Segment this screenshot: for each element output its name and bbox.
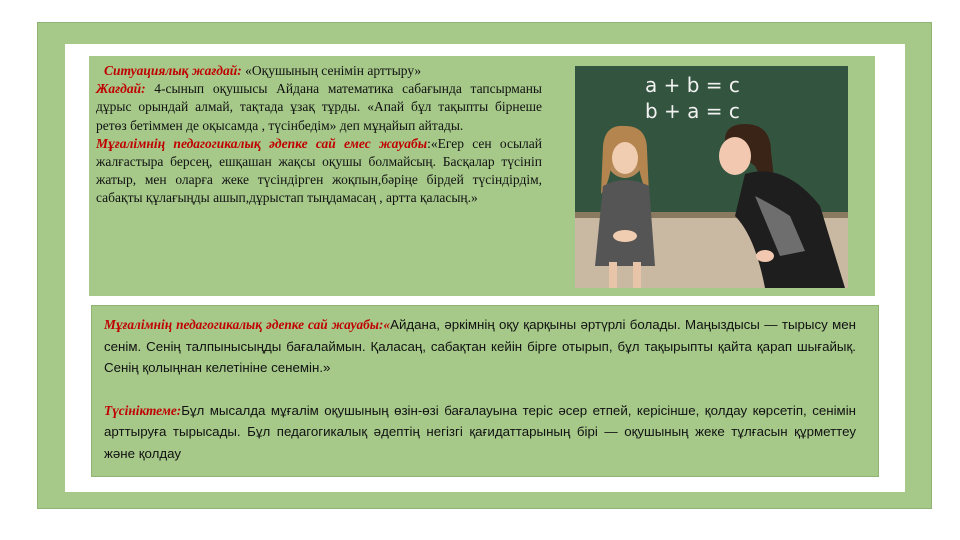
situation-text [96,62,542,208]
board-line-1: a + b = c [645,73,740,97]
case-label: Жағдай: [96,81,146,97]
answer-text [104,314,856,464]
situation-title-text: «Оқушының сенімін арттыру» [241,63,422,78]
situation-title-label: Ситуациялық жағдай: [104,63,242,78]
comment-label: Түсініктеме: [104,402,182,418]
spacer [104,379,856,400]
wrong-answer-label: Мұғалімнің педагогикалық әдепке сай емес жауабы [96,135,428,151]
case-text: 4-сынып оқушысы Айдана математика сабағында тапсырманы дұрыс орындай алмай, тақтада ұзақ тұрды. «Апай бұл тақыпты бірнеше ретөз бетіммен де оқысамда , түсінбедім» деп мұңайып айтады. [96,81,542,133]
board-line-2: b + a = c [645,99,740,123]
classroom-illustration [575,66,848,288]
wrong-answer-text: :«Егер сен осылай жалғастыра берсең, ешқашан жақсы оқушы болмайсың. Басқалар түсініп жатыр, мен оларға жеке түсіндірген жоқпын,бәріңе бірдей түсіндірдім, сабақты құлағыңды ашып,дұрыстап тыңдамасаң , артта қаласың.» [96,135,542,206]
right-answer-text: Айдана, әркімнің оқу қарқыны әртүрлі болады. Маңыздысы — тырысу мен сенім. Сенің талпынысыңды бағалаймын. Қаласаң, сабақтан кейін бірге отырып, бұл тақырыпты қайта қарап шығайық. Сенің қолыңнан келетініне сенемін.» [104,317,856,375]
teacher-student-photo [575,66,848,288]
comment-text: Бұл мысалда мұғалім оқушының өзін-өзі бағалауына теріс әсер етпей, керісінше, қолдау көрсетіп, сенімін арттыруға тырысады. Бұл педагогикалық әдептің негізгі қағидаттарының бірі — оқушының жеке тұлғасын құрметтеу және қолдау [104,402,856,461]
student-figure [595,126,655,288]
right-answer-label: Мұғалімнің педагогикалық әдепке сай жауабы:« [104,317,391,332]
